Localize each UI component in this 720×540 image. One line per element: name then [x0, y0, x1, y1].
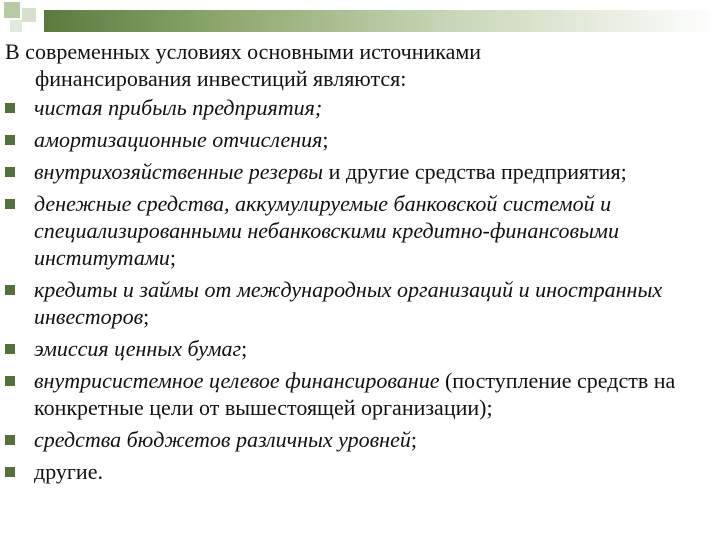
item-italic: внутрихозяйственные резервы [34, 159, 324, 184]
item-italic: внутрисистемное целевое финансирование [34, 368, 440, 393]
list-item [0, 190, 712, 271]
decor-square [4, 2, 20, 18]
item-italic: амортизационные отчисления [34, 127, 323, 152]
intro-line-2: финансирования инвестиций являются: [35, 66, 407, 91]
item-normal: и другие средства предприятия; [323, 159, 627, 184]
bullet-square-icon [5, 103, 15, 113]
item-normal: ; [410, 427, 417, 452]
item-italic: кредиты и займы от международных организаций и иностранных инвесторов [34, 277, 663, 329]
item-italic: чистая прибыль предприятия; [34, 95, 323, 120]
list-item [0, 458, 712, 485]
list-item [0, 158, 712, 185]
bullet-square-icon [5, 285, 15, 295]
bullet-square-icon [5, 135, 15, 145]
bullet-square-icon [5, 344, 15, 354]
slide-content [0, 38, 712, 490]
list-item [0, 94, 712, 121]
slide-decoration [0, 0, 720, 38]
bullet-square-icon [5, 467, 15, 477]
item-normal: ; [241, 336, 248, 361]
item-normal: (поступление средств на конкретные цели от вышестоящей организации); [34, 368, 676, 420]
decor-square [22, 8, 36, 22]
bullet-square-icon [5, 199, 15, 209]
item-normal: другие. [34, 459, 103, 484]
item-normal: ; [169, 245, 176, 270]
item-italic: эмиссия ценных бумаг [34, 336, 242, 361]
decor-square [10, 20, 22, 32]
list-item [0, 335, 712, 362]
list-item [0, 367, 712, 421]
intro-text [0, 38, 712, 92]
list-item [0, 426, 712, 453]
bullet-square-icon [5, 376, 15, 386]
item-italic: денежные средства, аккумулируемые банковской системой и специализированными небанковскими кредитно-финансовыми институтами [34, 191, 619, 270]
intro-line-1: В современных условиях основными источниками [5, 39, 482, 64]
item-normal: ; [143, 304, 150, 329]
list-item [0, 126, 712, 153]
item-normal: ; [322, 127, 329, 152]
item-italic: средства бюджетов различных уровней [34, 427, 411, 452]
sources-list [0, 94, 712, 485]
list-item [0, 276, 712, 330]
decor-gradient-bar [44, 10, 720, 32]
bullet-square-icon [5, 435, 15, 445]
bullet-square-icon [5, 167, 15, 177]
